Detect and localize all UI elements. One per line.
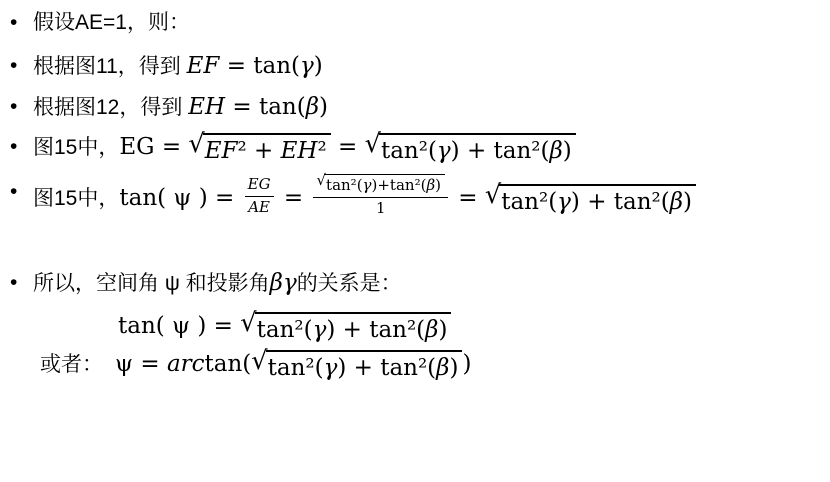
sqrt-result [484, 179, 696, 218]
sqrt-formula2 [251, 345, 462, 384]
bullet-icon: • [10, 95, 18, 118]
resrad-tan2-open: tan²( [501, 188, 558, 215]
var-eh: EH [188, 94, 226, 120]
ef-equals-tan: = tan( [219, 53, 301, 79]
frac-den-one: 1 [375, 198, 386, 217]
fracrad-beta: β [426, 176, 436, 194]
radical-icon: √ [251, 345, 268, 376]
fracrad-close: ) [435, 176, 441, 194]
fraction-sqrt-over-one [313, 171, 447, 219]
frac-den-ae: AE [248, 197, 270, 216]
rad-plus-tan2: ) + tan²( [450, 138, 550, 164]
bullet-line-ef [0, 51, 830, 82]
resrad-plus-tan2: ) + tan²( [570, 188, 670, 215]
f1rad-beta: β [425, 316, 439, 343]
f2rad-gamma: γ [323, 354, 338, 381]
rad-var-eh: EH [280, 138, 318, 164]
assumption-text: 假设AE=1，则： [33, 11, 190, 34]
sqrt-tan-gamma-beta [364, 129, 576, 167]
sqrt-ef-eh [188, 129, 330, 167]
bullet-icon: • [10, 270, 18, 294]
f1rad-close: ) [438, 316, 448, 343]
fracrad-tan2-open: tan²( [326, 176, 363, 194]
f2rad-plus-tan2: ) + tan²( [337, 354, 437, 381]
bullet-line-assumption [0, 8, 830, 38]
resrad-gamma: γ [557, 188, 571, 215]
formula2-tan-open: tan( [204, 350, 252, 377]
f1rad-gamma: γ [312, 316, 327, 343]
eg-prefix-text: 图15中， [33, 136, 120, 159]
rad-var-ef: EF [204, 138, 238, 164]
rad-sq-plus: ² + [237, 138, 281, 164]
formula2-close-paren: ) [462, 350, 472, 377]
ef-close-paren: ) [313, 53, 323, 79]
var-ef: EF [186, 53, 220, 79]
eh-close-paren: ) [319, 94, 328, 120]
bullet-icon: • [10, 180, 18, 203]
fraction-eg-ae [245, 175, 274, 218]
var-gamma: γ [300, 53, 314, 79]
radical-icon: √ [484, 179, 502, 210]
tanpsi-equals2: = [450, 184, 485, 211]
radical-icon: √ [188, 129, 205, 159]
eg-equals: = [330, 134, 365, 160]
resrad-close: ) [683, 188, 693, 215]
eg-lhs: EG = [119, 134, 189, 160]
tanpsi-lhs: tan( ψ ) = [119, 184, 242, 211]
ef-prefix-text: 根据图11，得到 [33, 55, 187, 78]
radical-icon: √ [316, 171, 327, 189]
rad-beta: β [549, 138, 563, 164]
bullet-icon: • [10, 11, 18, 34]
f1rad-plus-tan2: ) + tan²( [326, 316, 426, 343]
f2rad-beta: β [436, 354, 450, 381]
fracrad-plus-tan2: )+tan²( [371, 176, 427, 194]
formula1-lhs: tan( ψ ) = [118, 312, 241, 339]
tanpsi-equals1: = [276, 184, 311, 211]
f1rad-tan2-open: tan²( [256, 316, 313, 343]
bullet-line-conclusion [0, 268, 830, 299]
conclusion-prefix-text: 所以，空间角 ψ 和投影角 [33, 271, 270, 295]
eh-prefix-text: 根据图12，得到 [33, 96, 189, 119]
var-beta: β [305, 94, 319, 120]
sqrt-formula1 [240, 307, 451, 346]
formula-tanpsi-result [118, 307, 830, 346]
rad-gamma: γ [436, 138, 451, 164]
formula2-arc: arc [166, 350, 205, 377]
bullet-icon: • [10, 54, 18, 77]
formula-arctan-result [40, 345, 830, 384]
rad-sq: ² [317, 138, 327, 164]
fracrad-gamma: γ [362, 176, 372, 194]
sqrt-small [316, 171, 444, 196]
f2rad-close: ) [449, 354, 459, 381]
rad-close: ) [562, 138, 572, 164]
bullet-line-eg-formula [0, 129, 830, 167]
radical-icon: √ [240, 307, 257, 338]
eh-equals-tan: = tan( [225, 94, 306, 120]
formula2-label: 或者： [40, 352, 103, 376]
resrad-beta: β [669, 188, 684, 215]
tanpsi-prefix-text: 图15中， [33, 186, 120, 210]
bullet-line-tanpsi-formula [0, 171, 830, 222]
bullet-icon: • [10, 135, 18, 158]
f2rad-tan2-open: tan²( [267, 354, 324, 381]
conclusion-beta-gamma: βγ [269, 269, 297, 296]
radical-icon: √ [364, 129, 381, 159]
bullet-line-eh [0, 92, 830, 123]
formula2-psi-equals: ψ = [115, 350, 167, 377]
conclusion-end-text: 的关系是： [296, 271, 402, 295]
rad-tan2-open: tan²( [380, 138, 437, 164]
frac-num-eg: EG [247, 175, 271, 193]
